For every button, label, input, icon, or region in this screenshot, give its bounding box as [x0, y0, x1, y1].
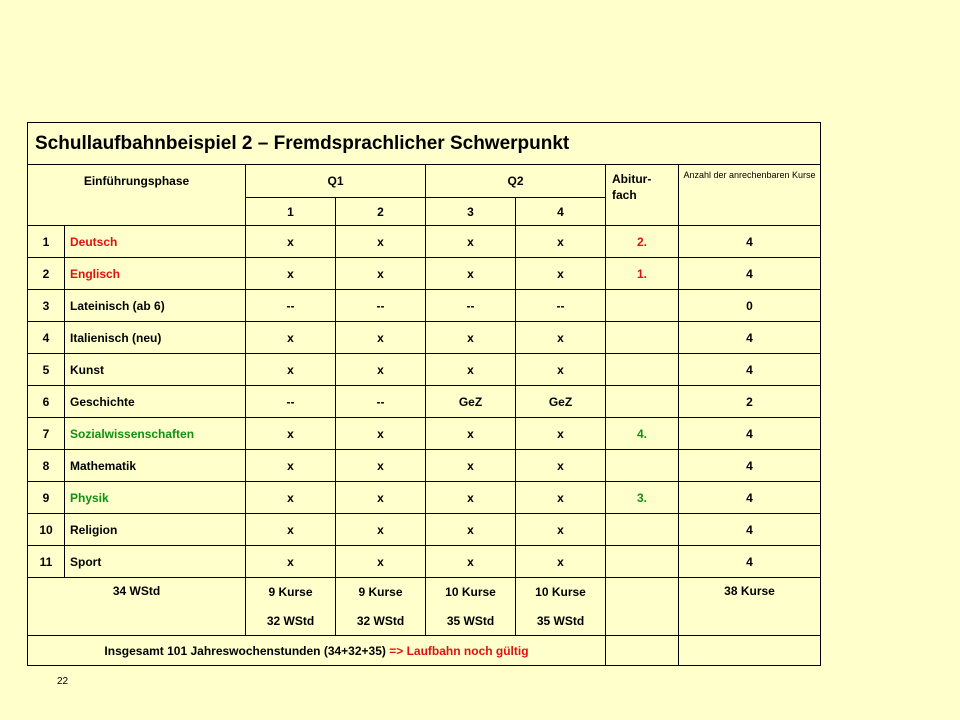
table-row: [28, 450, 821, 482]
abitur-rank: [606, 514, 679, 546]
row-number: 7: [28, 418, 65, 450]
row-number: 8: [28, 450, 65, 482]
semester-1-mark: x: [246, 226, 336, 258]
semester-4-mark: x: [516, 418, 606, 450]
semester-4-mark: GeZ: [516, 386, 606, 418]
row-number: 10: [28, 514, 65, 546]
header-semester-3: 3: [426, 198, 516, 226]
row-number: 1: [28, 226, 65, 258]
table-row: [28, 322, 821, 354]
semester-1-mark: x: [246, 482, 336, 514]
subject-name: Religion: [65, 514, 246, 546]
abitur-rank: [606, 546, 679, 578]
semester-1-mark: x: [246, 450, 336, 482]
course-count: 2: [679, 386, 821, 418]
semester-4-mark: x: [516, 546, 606, 578]
semester-3-mark: x: [426, 322, 516, 354]
row-number: 11: [28, 546, 65, 578]
table-row: [28, 354, 821, 386]
semester-1-mark: x: [246, 514, 336, 546]
semester-3-mark: x: [426, 546, 516, 578]
semester-2-mark: x: [336, 226, 426, 258]
abitur-rank: [606, 290, 679, 322]
semester-1-mark: x: [246, 418, 336, 450]
total-sum: 38 Kurse: [679, 578, 821, 636]
row-number: 6: [28, 386, 65, 418]
subject-name: Kunst: [65, 354, 246, 386]
semester-1-mark: --: [246, 290, 336, 322]
row-number: 2: [28, 258, 65, 290]
course-count: 4: [679, 450, 821, 482]
subject-name: Lateinisch (ab 6): [65, 290, 246, 322]
footer-empty-2: [679, 636, 821, 666]
semester-1-mark: --: [246, 386, 336, 418]
subject-name: Geschichte: [65, 386, 246, 418]
semester-2-mark: x: [336, 418, 426, 450]
total-wstd-3: 35 WStd: [426, 607, 516, 636]
semester-3-mark: x: [426, 226, 516, 258]
header-anzahl: Anzahl der anrechenbaren Kurse: [679, 165, 821, 226]
total-kurse-2: 9 Kurse: [336, 578, 426, 607]
table-row: [28, 418, 821, 450]
subject-name: Physik: [65, 482, 246, 514]
course-count: 4: [679, 354, 821, 386]
semester-1-mark: x: [246, 354, 336, 386]
subject-name: Deutsch: [65, 226, 246, 258]
semester-1-mark: x: [246, 258, 336, 290]
semester-4-mark: x: [516, 514, 606, 546]
row-number: 3: [28, 290, 65, 322]
row-number: 9: [28, 482, 65, 514]
abitur-rank: 2.: [606, 226, 679, 258]
header-semester-1: 1: [246, 198, 336, 226]
abitur-rank: 1.: [606, 258, 679, 290]
semester-2-mark: x: [336, 354, 426, 386]
header-q2: Q2: [426, 165, 606, 198]
total-wstd-2: 32 WStd: [336, 607, 426, 636]
course-count: 4: [679, 258, 821, 290]
course-count: 4: [679, 226, 821, 258]
subject-name: Italienisch (neu): [65, 322, 246, 354]
total-kurse-3: 10 Kurse: [426, 578, 516, 607]
course-count: 4: [679, 514, 821, 546]
table-row: [28, 386, 821, 418]
semester-3-mark: x: [426, 418, 516, 450]
table-title: Schullaufbahnbeispiel 2 – Fremdsprachlicher Schwerpunkt: [28, 123, 821, 165]
total-ef: 34 WStd: [28, 578, 246, 636]
footer-text: Insgesamt 101 Jahreswochenstunden (34+32+35): [104, 643, 386, 658]
semester-4-mark: x: [516, 450, 606, 482]
course-count: 4: [679, 322, 821, 354]
header-abitur-line1: Abitur-: [612, 172, 652, 186]
table-row: [28, 514, 821, 546]
course-count: 4: [679, 546, 821, 578]
semester-2-mark: x: [336, 546, 426, 578]
footer-summary: [28, 636, 606, 666]
course-plan-table: [27, 122, 821, 666]
subject-rows: [28, 226, 821, 578]
semester-4-mark: x: [516, 354, 606, 386]
semester-2-mark: --: [336, 290, 426, 322]
semester-1-mark: x: [246, 322, 336, 354]
table-row: [28, 258, 821, 290]
abitur-rank: 3.: [606, 482, 679, 514]
header-semester-4: 4: [516, 198, 606, 226]
abitur-rank: [606, 354, 679, 386]
semester-1-mark: x: [246, 546, 336, 578]
semester-3-mark: x: [426, 258, 516, 290]
semester-4-mark: x: [516, 226, 606, 258]
semester-3-mark: --: [426, 290, 516, 322]
subject-name: Sport: [65, 546, 246, 578]
semester-2-mark: x: [336, 258, 426, 290]
semester-4-mark: --: [516, 290, 606, 322]
footer-empty-1: [606, 636, 679, 666]
table-row: [28, 226, 821, 258]
subject-name: Mathematik: [65, 450, 246, 482]
semester-3-mark: GeZ: [426, 386, 516, 418]
semester-3-mark: x: [426, 514, 516, 546]
header-einfuehrungsphase: Einführungsphase: [28, 165, 246, 226]
course-count: 4: [679, 418, 821, 450]
semester-4-mark: x: [516, 322, 606, 354]
header-q1: Q1: [246, 165, 426, 198]
semester-4-mark: x: [516, 258, 606, 290]
row-number: 4: [28, 322, 65, 354]
abitur-rank: [606, 386, 679, 418]
abitur-rank: 4.: [606, 418, 679, 450]
header-abitur-line2: fach: [612, 188, 637, 202]
subject-name: Sozialwissenschaften: [65, 418, 246, 450]
total-abitur-empty: [606, 578, 679, 636]
semester-3-mark: x: [426, 450, 516, 482]
header-abiturfach: [606, 165, 679, 226]
total-wstd-4: 35 WStd: [516, 607, 606, 636]
table-row: [28, 290, 821, 322]
footer-validity: => Laufbahn noch gültig: [385, 643, 529, 658]
subject-name: Englisch: [65, 258, 246, 290]
abitur-rank: [606, 450, 679, 482]
header-semester-2: 2: [336, 198, 426, 226]
semester-3-mark: x: [426, 354, 516, 386]
row-number: 5: [28, 354, 65, 386]
semester-2-mark: x: [336, 450, 426, 482]
total-wstd-1: 32 WStd: [246, 607, 336, 636]
course-count: 4: [679, 482, 821, 514]
abitur-rank: [606, 322, 679, 354]
semester-3-mark: x: [426, 482, 516, 514]
semester-2-mark: x: [336, 482, 426, 514]
semester-2-mark: x: [336, 322, 426, 354]
semester-2-mark: x: [336, 514, 426, 546]
total-kurse-1: 9 Kurse: [246, 578, 336, 607]
course-count: 0: [679, 290, 821, 322]
semester-4-mark: x: [516, 482, 606, 514]
total-kurse-4: 10 Kurse: [516, 578, 606, 607]
table-row: [28, 482, 821, 514]
semester-2-mark: --: [336, 386, 426, 418]
page-number: 22: [57, 676, 69, 687]
table-row: [28, 546, 821, 578]
